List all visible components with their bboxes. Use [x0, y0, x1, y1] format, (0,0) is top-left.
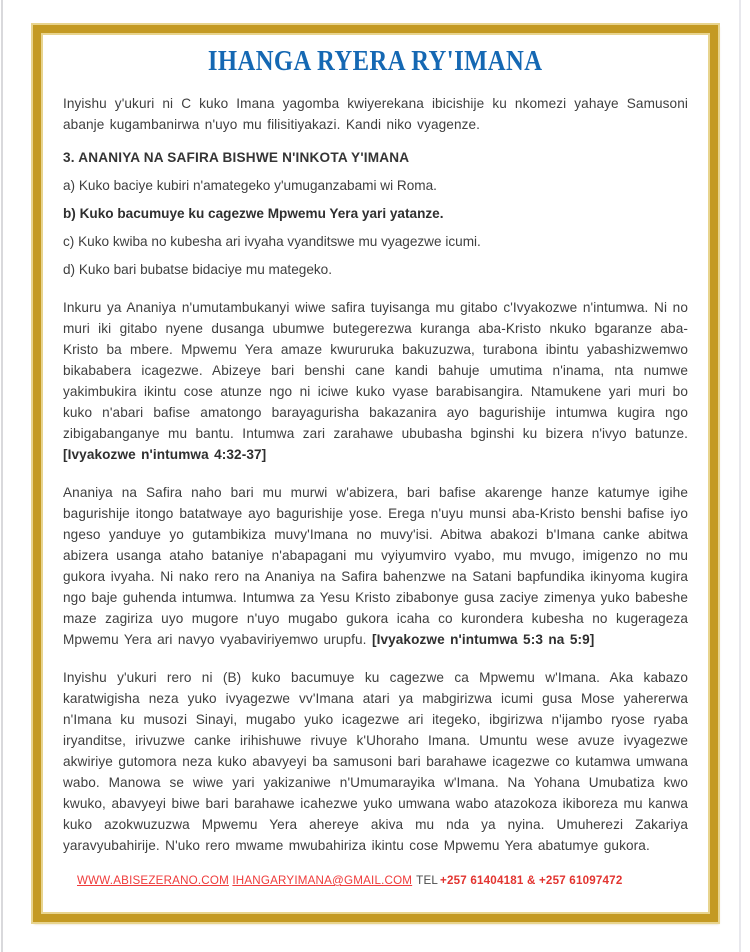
document-page: [41, 33, 710, 914]
paragraph-acts-story: [63, 297, 688, 465]
paragraph-ananiya-safira: [63, 482, 688, 650]
answer-option-c: c) Kuko kwiba no kubesha ari ivyaha vyanditswe mu vyagezwe icumi.: [63, 234, 481, 249]
viewer-right-edge: [739, 0, 741, 952]
tel-label: TEL: [416, 874, 439, 887]
phone-numbers: +257 61404181 & +257 61097472: [440, 874, 623, 887]
page-footer: [77, 874, 690, 888]
viewer-left-edge: [1, 0, 3, 952]
paragraph-acts-story-text: Inkuru ya Ananiya n'umutambukanyi wiwe safira tuyisanga mu gitabo c'Ivyakozwe n'intumwa. Ni no muri iki gitabo nyene dusanga ubumwe butegerezwa kuranga aba-Kristo nkuko bgaranze aba-Kristo ba mbere. Mpwemu Yera amaze kwururuka bakuzuzwa, turabona ibintu yabashizwemwo bikababera icagezwe. Abizeye bari benshi cane kandi bahuje umutima n'inama, nta numwe yakimbukira ikintu cose atunze ngo ni iciwe kuko vyase barabisangira. Ntamukene yari muri bo kuko n'abari bafise amatongo barayagurisha bakazanira ayo bagurishije intumwa kugira ngo zibigabanganye mu bantu. Intumwa zari zarahawe ububasha bginshi ku bizera n'ivyo batunze.: [63, 300, 688, 441]
paragraph-ananiya-safira-text: Ananiya na Safira naho bari mu murwi w'abizera, bari bafise akarenge hanze katumye igihe bagurishije itongo batatwaye ayo bagurishije yose. Erega n'uyu munsi aba-Kristo benshi bafise iyo ngeso yanduye yo gutambikiza muvy'Imana no muvy'isi. Abitwa abakozi b'Imana canke abitwa abizera usanga ataho bataniye n'abapagani mu vyiyumviro vyabo, mu mvugo, imigenzo no mu gukora ivyaha. Ni nako rero na Ananiya na Safira bahenzwe na Satani bapfundika ikinyoma kugira ngo baje guhenda intumwa. Intumwa za Yesu Kristo zibabonye gusa zaciye zimenya yuko babeshe maze zagiriza uyo mugore n'uyo mugabo gukora icaha co kurondera kubesha no kugerageza Mpwemu Yera ari navyo vyabaviriyemwo urupfu.: [63, 485, 688, 647]
document-title: [63, 47, 688, 77]
answer-option-a: a) Kuko baciye kubiri n'amategeko y'umuganzabami wi Roma.: [63, 178, 437, 193]
answer-options-list: [63, 175, 688, 280]
scripture-reference-acts: [Ivyakozwe n'intumwa 4:32-37]: [63, 447, 267, 462]
intro-paragraph: Inyishu y'ukuri ni C kuko Imana yagomba kwiyerekana ibicishije ku nkomezi yahaye Samusoni abanje kugambanirwa n'uyo mu filisitiyakazi. Kandi niko vyagenze.: [63, 96, 688, 132]
gold-page-border: [33, 25, 718, 922]
answer-option-b: b) Kuko bacumuye ku cagezwe Mpwemu Yera yari yatanze.: [63, 206, 444, 221]
section-heading: 3. ANANIYA NA SAFIRA BISHWE N'INKOTA Y'IMANA: [63, 150, 410, 165]
scripture-reference-ananiya: [Ivyakozwe n'intumwa 5:3 na 5:9]: [371, 632, 595, 647]
answer-option-d: d) Kuko bari bubatse bidaciye mu mategeko.: [63, 262, 333, 277]
website-link[interactable]: WWW.ABISEZERANO.COM: [77, 874, 229, 887]
document-title-text: IHANGA RYERA RY'IMANA: [208, 46, 543, 77]
paragraph-answer-explanation: Inyishu y'ukuri rero ni (B) kuko bacumuye ku cagezwe ca Mpwemu w'Imana. Aka kabazo karatwigisha neza yuko ivyagezwe vv'Imana atari ya mabgirizwa icumi gusa Mose yahererwa n'Imana ku musozi Sinayi, mugabo yuko icagezwe ari itegeko, ibgirizwa n'ijambo ryose ryaba iryanditse, irivuzwe canke irihishuwe rivuye k'Uhoraho Imana. Umuntu wese avuze ivyagezwe akwiriye gutomora neza kuko abavyeyi ba samusoni bari barahawe icagezwe co kutamwa umwana wabo. Manowa se wiwe yari yakizaniwe n'Umumarayika w'Imana. Na Yohana Umubatiza kwo kwuko, abavyeyi biwe bari barahawe icahezwe yuko umwana wabo atazokoza ikiboreza mu kanwa kuko azokwuzuzwa Mpwemu Yera ahereye akiva mu nda ya nyina. Umuherezi Zakariya yaravyubahirije. N'uko rero mwame mwubahiriza ikintu cose Mpwemu Yera abatumye gukora.: [63, 670, 688, 853]
email-link[interactable]: IHANGARYIMANA@GMAIL.COM: [232, 874, 413, 887]
